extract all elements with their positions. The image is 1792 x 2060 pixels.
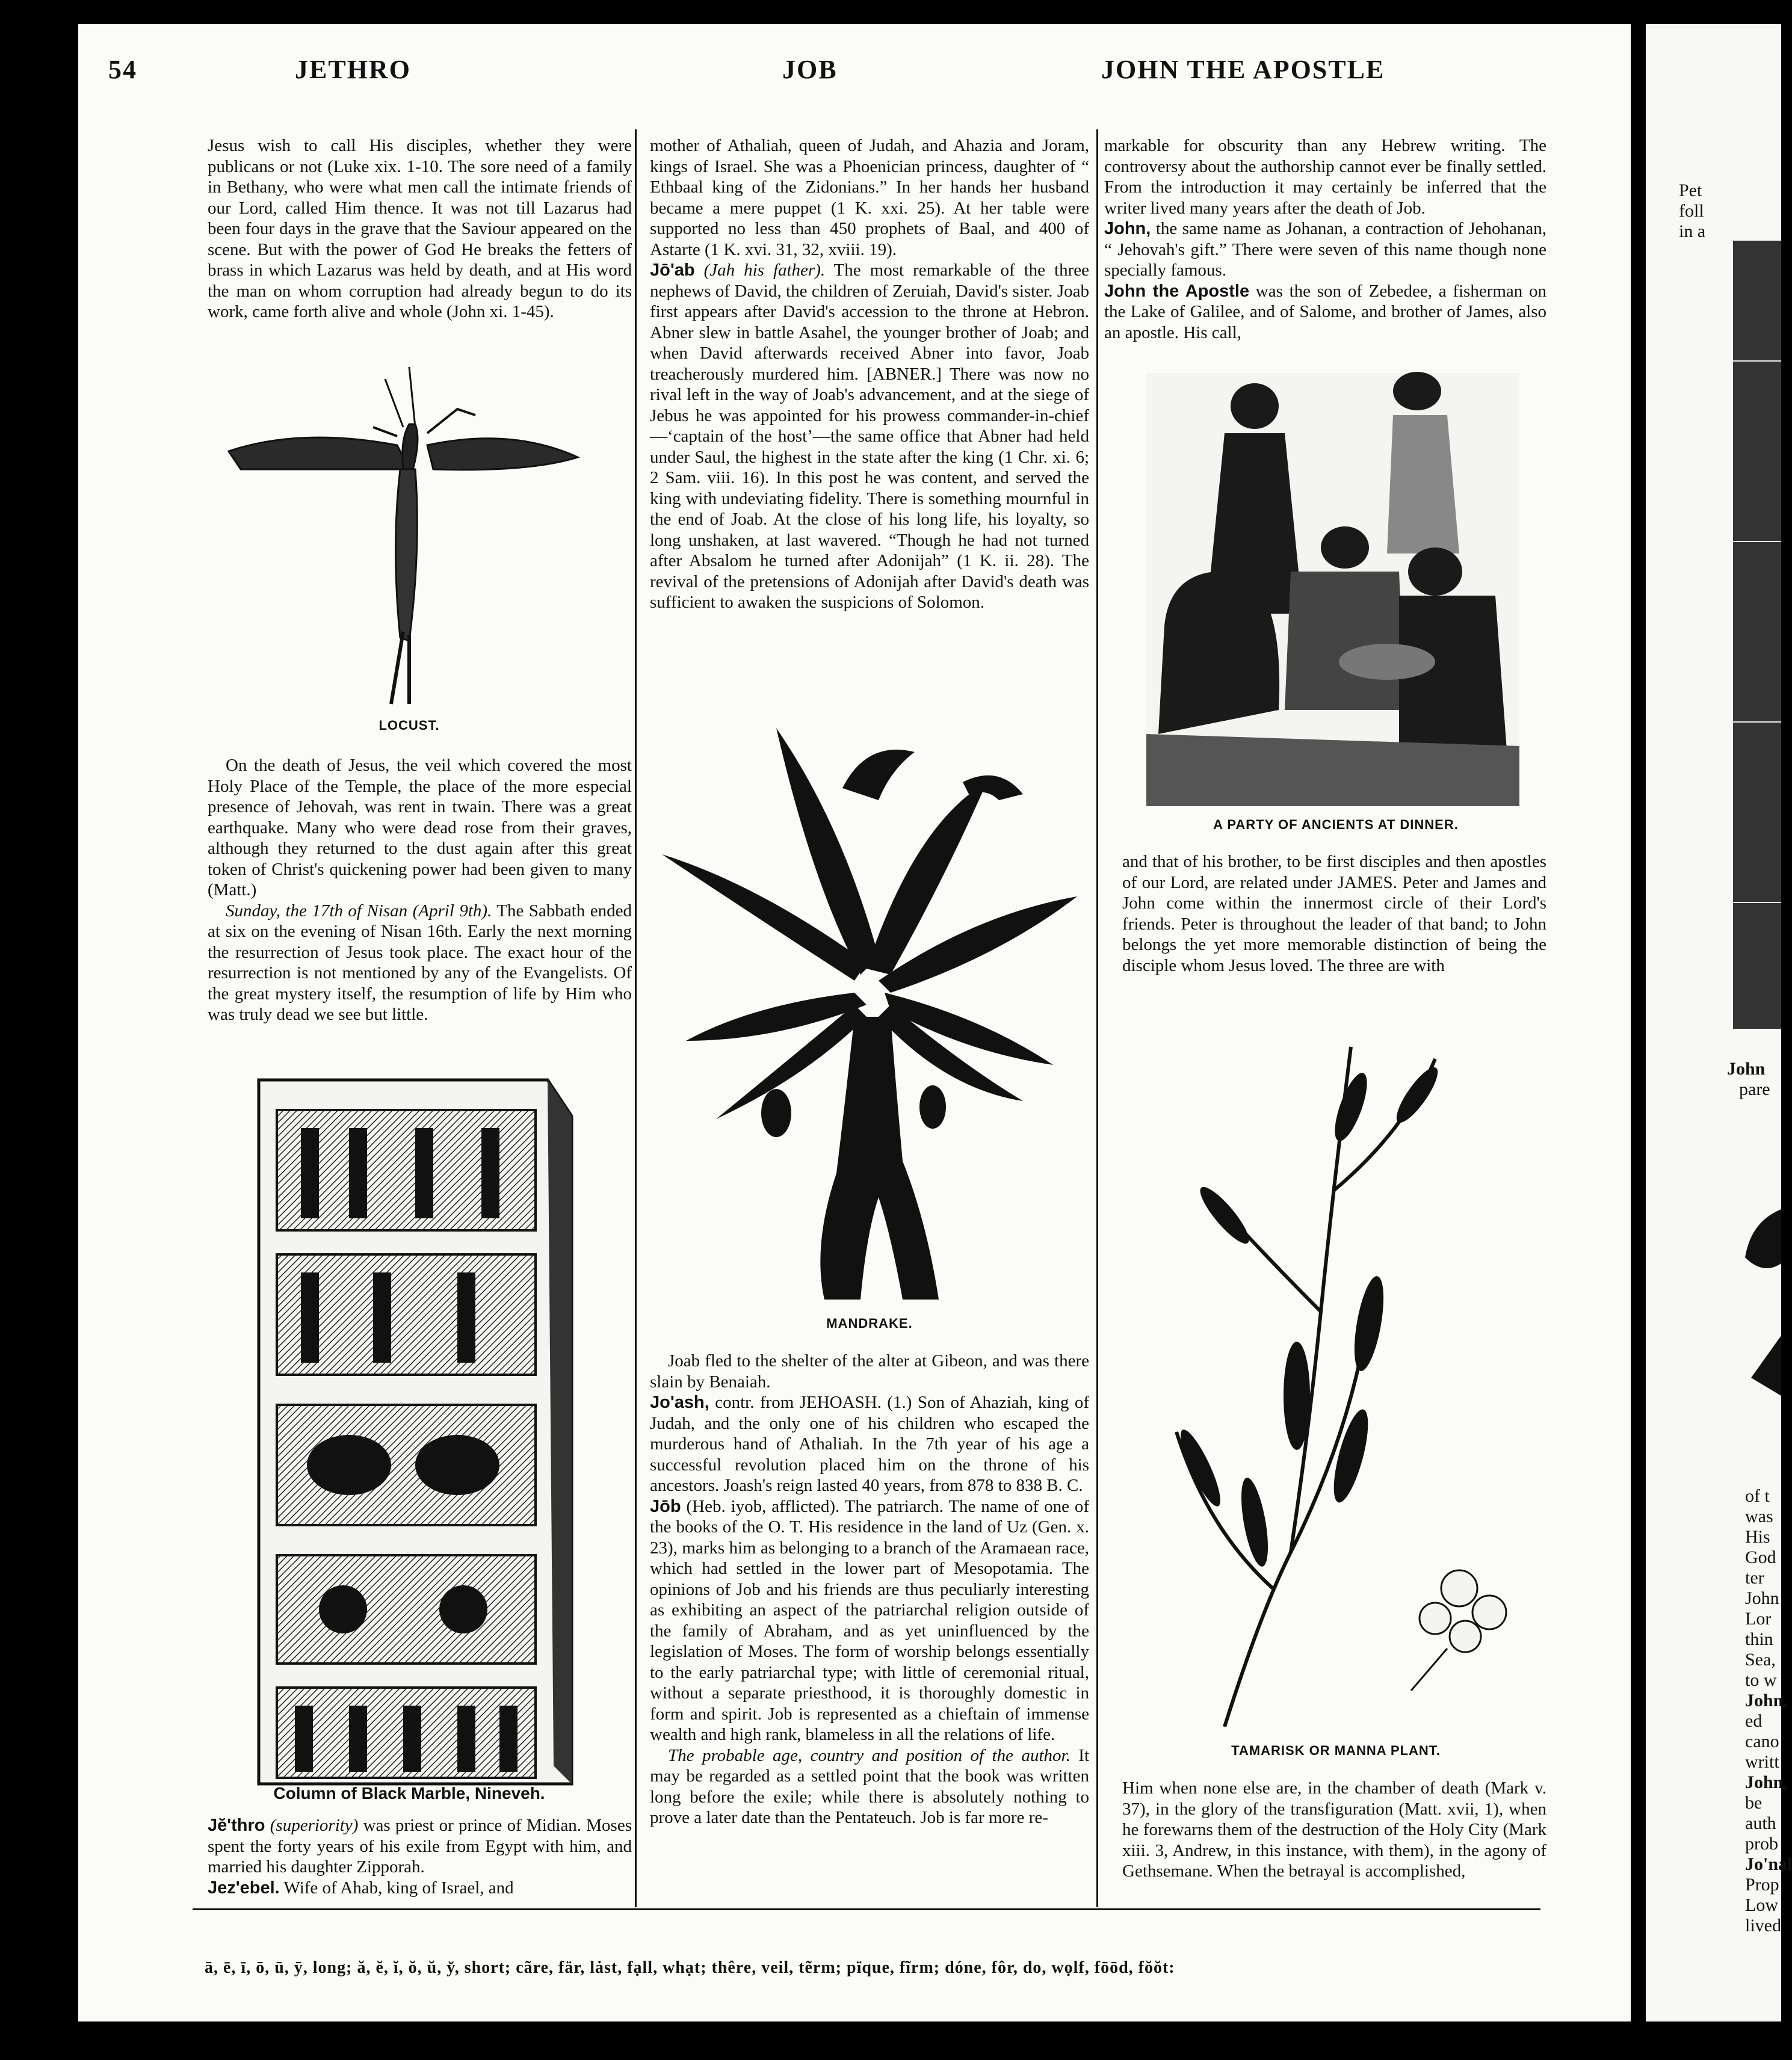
facing-line: Pet — [1679, 180, 1702, 200]
facing-line: in a — [1679, 221, 1706, 241]
facing-line: John, — [1745, 1772, 1788, 1792]
job-continuation: markable for obscurity than any Hebrew writing. The controversy about the authorship cannot ever be finally settled. From the introduction it may certainly be inferred that the writer lived many years after the death of Job. — [1104, 136, 1546, 218]
lazarus-paragraph: Jesus wish to call His disciples, whether they were publicans or not (Luke xix. 1-10. The sore need of a family in Bethany, who were what men call the intimate friends of our Lord, called Him thence. It was not till Lazarus had been four days in the grave that the Saviour appeared on the scene. But with the power of God He breaks the fetters of brass in which Lazarus was held by death, and at His word the man on whom corruption had already begun to do its work, came forth alive and whole (John xi. 1-45). — [208, 136, 632, 321]
john-headword: John, — [1104, 219, 1151, 238]
facing-line: John — [1727, 1059, 1766, 1079]
sunday-paragraph — [208, 901, 632, 1025]
tamarisk-caption: TAMARISK OR MANNA PLANT. — [1231, 1743, 1441, 1758]
column-2-bottom — [650, 1351, 1089, 1828]
black-marble-column-illustration — [259, 1080, 572, 1790]
column-3-middle — [1122, 851, 1546, 976]
party-of-ancients-illustration — [1146, 373, 1519, 806]
facing-line: lived — [1745, 1916, 1781, 1935]
jethro-entry — [208, 1815, 632, 1878]
running-head-left: JETHRO — [295, 55, 411, 84]
column-2-top — [650, 135, 1089, 613]
facing-line: Prop — [1745, 1875, 1779, 1895]
locust-caption: LOCUST. — [378, 718, 440, 733]
party-of-ancients-caption: A PARTY OF ANCIENTS AT DINNER. — [1213, 817, 1459, 832]
joash-text: contr. from JEHOASH. (1.) Son of Ahaziah, king of Judah, and the only one of his children who escaped the murderous hand of Athaliah. In the 7th year of his age a successful revolution placed him on the throne of his ancestors. Joash's reign lasted 40 years, from 878 to 838 B. C. — [650, 1393, 1090, 1495]
facing-line: Sea, — [1745, 1650, 1776, 1670]
job-entry — [650, 1496, 1089, 1745]
jezebel-headword: Jez'ebel. — [208, 1878, 280, 1898]
column-3-bottom — [1122, 1778, 1546, 1882]
facing-line: Lor — [1745, 1609, 1772, 1629]
john-apostle-continuation-2: Him when none else are, in the chamber of death (Mark v. 37), in the glory of the transfiguration (Matt. xvii, 1), when he forewarns them of the destruction of the Holy City (Mark xiii. 3, Andrew, in this instance, with them), in the agony of Gethsemane. When the betrayal is accomplished, — [1122, 1778, 1546, 1881]
veil-paragraph: On the death of Jesus, the veil which covered the most Holy Place of the Temple, the place of the more especial presence of Jehovah, was rent in twain. There was a great earthquake. Many who were dead rose from their graves, although they returned to the dust again after this great token of Christ's quickening power had been given to many (Matt.) — [208, 756, 632, 899]
joab-etymology: (Jah his father). — [703, 261, 826, 280]
running-head-right: JOHN THE APOSTLE — [1101, 55, 1385, 84]
jethro-etymology: (superiority) — [270, 1816, 359, 1835]
locust-illustration — [229, 367, 602, 710]
john-apostle-text: was the son of Zebedee, a fisherman on the Lake of Galilee, and of Salome, and brother of James, also an apostle. His call, — [1104, 281, 1547, 342]
facing-page-bottom-text — [1745, 1486, 1792, 1936]
jezebel-entry — [208, 1878, 632, 1899]
jethro-headword: Jĕ'thro — [208, 1816, 265, 1835]
facing-page-flower — [1739, 1197, 1781, 1408]
sunday-lead: Sunday, the 17th of Nisan (April 9th). — [226, 901, 492, 921]
jethro-text: was priest or prince of Midian. Moses spent the forty years of his exile from Egypt with him, and married his daughter Zipporah. — [208, 1816, 632, 1877]
mandrake-illustration — [662, 704, 1083, 1306]
footer-rule — [193, 1908, 1540, 1910]
john-text: the same name as Johanan, a contraction of Jehohanan, “ Jehovah's gift.” There were seven of this name though none specially famous. — [1104, 219, 1547, 280]
tamarisk-illustration — [1152, 1011, 1525, 1739]
joash-entry — [650, 1392, 1089, 1496]
page-number: 54 — [108, 55, 137, 84]
pronunciation-key: ā, ē, ī, ō, ū, ȳ, long; ă, ĕ, ĭ, ŏ, ŭ, y̆, short; cãre, fär, lȧst, fạll, whạt; thêre, veil, tẽrm; pïque, fĩrm; dóne, fôr, do, wọlf, fōōd, fŏŏt: — [205, 1958, 1175, 1977]
facing-line: auth — [1745, 1813, 1776, 1833]
column-3-top — [1104, 135, 1546, 343]
joab-entry — [650, 260, 1089, 613]
jezebel-text: Wife of Ahab, king of Israel, and — [283, 1878, 514, 1898]
facing-line: Jo'nal — [1745, 1854, 1792, 1874]
column-1-top — [208, 135, 632, 322]
black-marble-caption: Column of Black Marble, Nineveh. — [273, 1784, 545, 1803]
facing-line: John, — [1745, 1691, 1788, 1710]
john-apostle-entry — [1104, 281, 1546, 344]
facing-line: foll — [1679, 201, 1704, 221]
joab-continuation: Joab fled to the shelter of the alter at Gibeon, and was there slain by Benaiah. — [650, 1351, 1089, 1392]
facing-line: John — [1745, 1588, 1779, 1608]
facing-line: prob — [1745, 1834, 1778, 1854]
facing-line: writt — [1745, 1752, 1779, 1772]
facing-line: ed — [1745, 1711, 1763, 1731]
joab-text: The most remarkable of the three nephews of David, the children of Zeruiah, David's sister. Joab first appears after David's accession to the throne at Hebron. Abner slew in battle Asahel, the younger brother of Joab; and when David afterwards received Abner into favor, Joab treacherously murdered him. [ABNER.] There was now no rival left in the way of Joab's advancement, and at the siege of Jebus he was appointed for his prowess commander-in-chief—‘captain of the host’—the same office that Abner had held under Saul, the highest in the state after the king (1 Chr. xi. 6; 2 Sam. viii. 16). In this post he was content, and served the king with undeviating fidelity. There is something mournful in the end of Joab. At the close of his long life, his loyalty, so long unshaken, at last wavered. “Though he had not turned after Absalom he turned after Adonijah” (1 K. ii. 28). The revival of the pretensions of Adonijah after David's death was sufficient to awaken the suspicions of Solomon. — [650, 261, 1089, 612]
facing-line: of t — [1745, 1486, 1770, 1506]
facing-line: His — [1745, 1527, 1770, 1547]
facing-line: pare — [1739, 1079, 1770, 1099]
facing-line: to w — [1745, 1670, 1777, 1690]
facing-line: cano — [1745, 1732, 1779, 1751]
facing-page-top-text — [1679, 180, 1705, 242]
job-text: (Heb. iyob, afflicted). The patriarch. The name of one of the books of the O. T. His residence in the land of Uz (Gen. x. 23), marks him as belonging to a branch of the Aramaean race, which had settled in the lower part of Mesopotamia. The opinions of Job and his friends are thus peculiarly interesting as exhibiting an aspect of the patriarchal religion outside of the family of Abraham, and as yet uninfluenced by the legislation of Moses. The form of worship belongs essentially to the early patriarchal type; with little of ceremonial ritual, without a separate priesthood, it is thoroughly domestic in form and spirit. Job is represented as a chieftain of immense wealth and high rank, blameless in all the relations of life. — [650, 1496, 1089, 1744]
facing-line: God — [1745, 1547, 1776, 1567]
column-rule-1 — [635, 129, 637, 1907]
column-1-bottom — [208, 1815, 632, 1898]
job-headword: Jōb — [650, 1496, 681, 1516]
facing-line: was — [1745, 1506, 1773, 1526]
column-1-middle — [208, 755, 632, 1025]
facing-page-mid-text — [1727, 1059, 1770, 1100]
john-apostle-continuation: and that of his brother, to be first disciples and then apostles of our Lord, are related under JAMES. Peter and James and John come within the innermost circle of their Lord's friends. Peter is throughout the leader of that band; to John belongs the yet more memorable distinction of being the disciple whom Jesus loved. The three are with — [1122, 852, 1546, 975]
facing-line: ter — [1745, 1568, 1764, 1588]
sunday-text: The Sabbath ended at six on the evening of Nisan 16th. Early the next morning the resurrection of Jesus took place. The exact hour of the resurrection is not mentioned by any of the Evangelists. Of the great mystery itself, the resumption of life by Him who was truly dead we see but little. — [208, 901, 632, 1024]
jezebel-continuation: mother of Athaliah, queen of Judah, and Ahazia and Joram, kings of Israel. She was a Phoenician princess, daughter of “ Ethbaal king of the Zidonians.” In her hands her husband became a mere puppet (1 K. xxi. 25). At her table were supported no less than 450 prophets of Baal, and 400 of Astarte (1 K. xvi. 31, 32, xviii. 19). — [650, 136, 1089, 259]
column-rule-2 — [1096, 129, 1098, 1907]
facing-line: thin — [1745, 1629, 1773, 1649]
job-author-paragraph — [650, 1745, 1089, 1828]
joab-headword: Jō'ab — [650, 261, 695, 280]
john-apostle-headword: John the Apostle — [1104, 281, 1250, 301]
mandrake-caption: MANDRAKE. — [826, 1316, 913, 1331]
facing-line: be — [1745, 1793, 1763, 1813]
running-head-center: JOB — [782, 55, 838, 84]
john-entry — [1104, 218, 1546, 281]
job-author-lead: The probable age, country and position of the author. — [668, 1745, 1071, 1765]
facing-page-illustration — [1733, 241, 1781, 1029]
job-author-text: It may be regarded as a settled point that the book was written long before the exile; while there is absolutely nothing to prove a later date than the Pentateuch. Job is far more re- — [650, 1745, 1090, 1827]
joash-headword: Jo'ash, — [650, 1393, 709, 1412]
facing-line: Low — [1745, 1895, 1778, 1915]
